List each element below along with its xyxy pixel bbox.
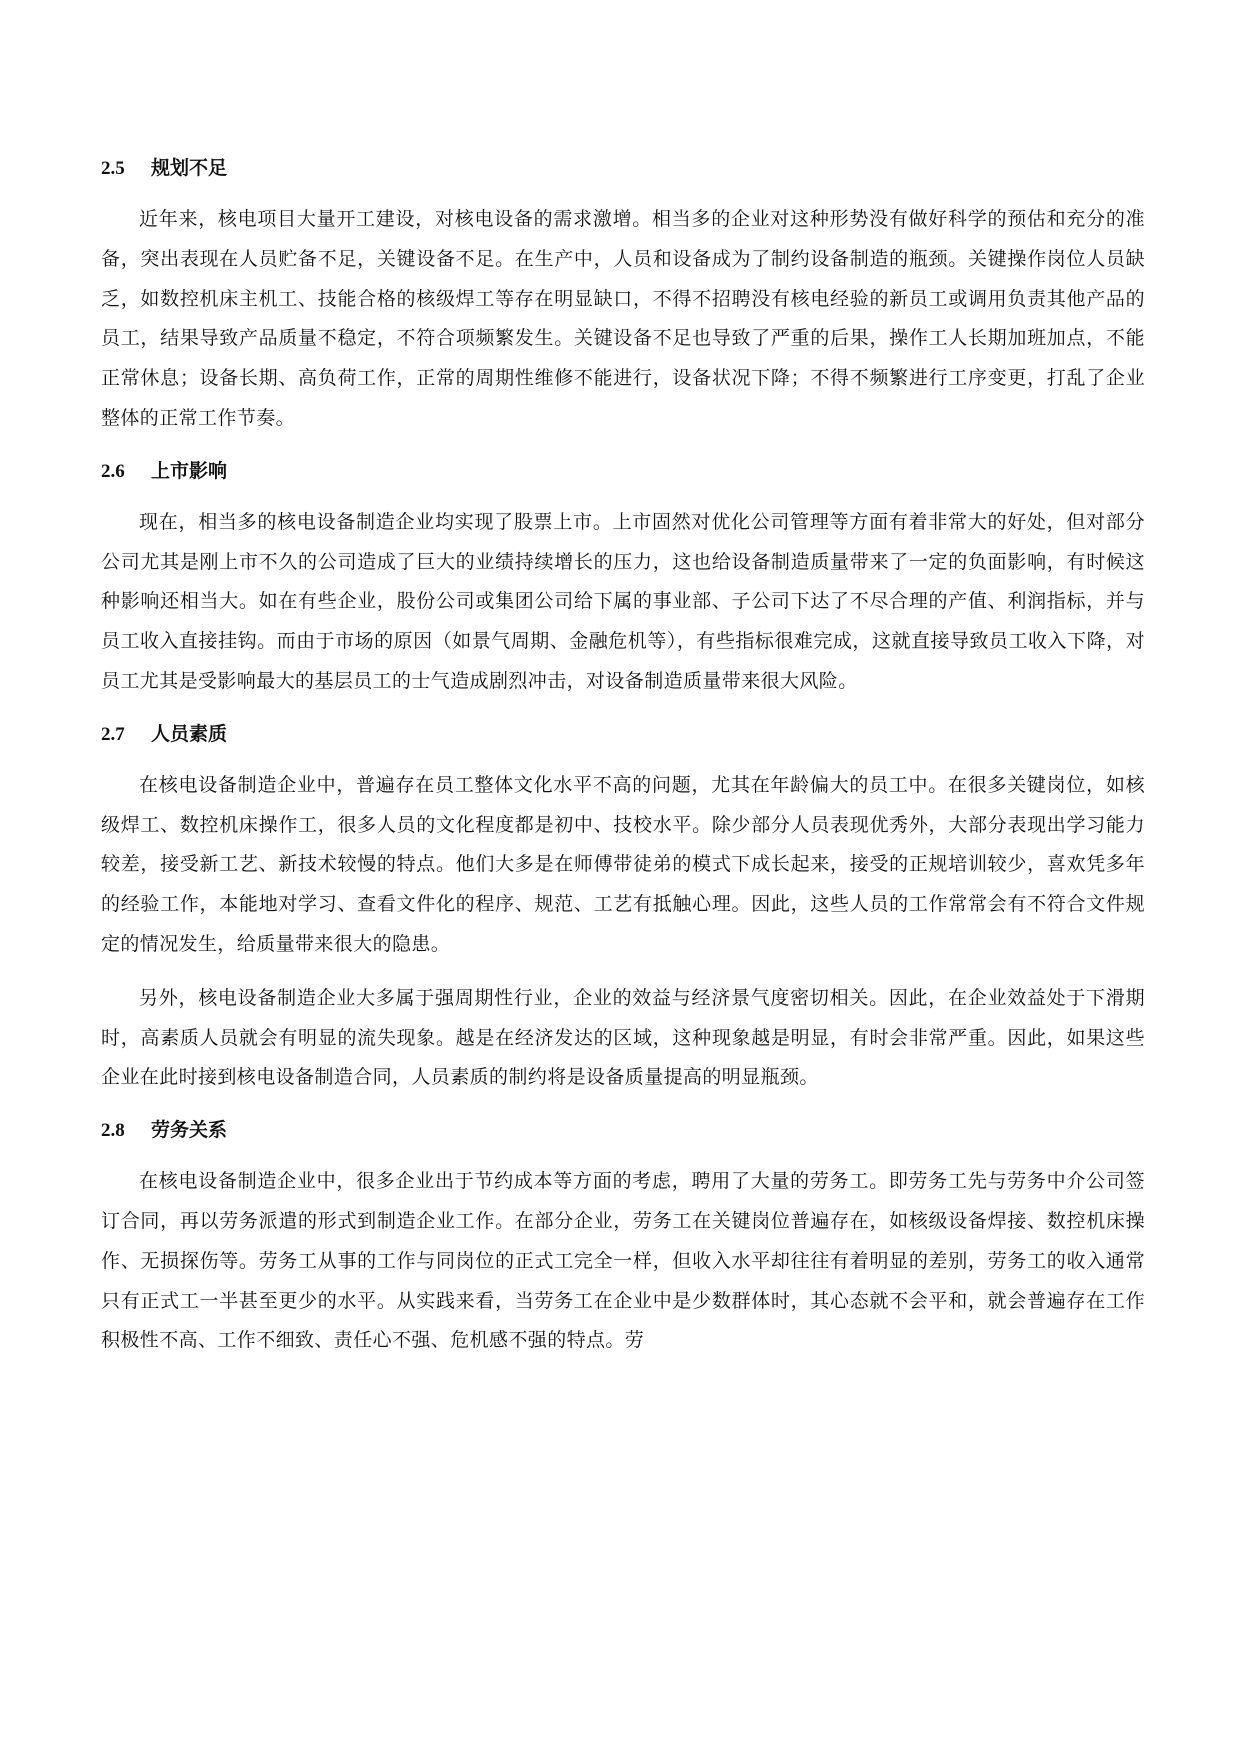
section-heading <box>101 716 1145 752</box>
section-title: 上市影响 <box>151 459 228 482</box>
section-heading <box>101 1112 1145 1148</box>
section-title: 规划不足 <box>151 157 228 179</box>
section-number: 2.7 <box>101 723 125 745</box>
paragraph: 在核电设备制造企业中，普遍存在员工整体文化水平不高的问题，尤其在年龄偏大的员工中。在很多关键岗位，如核级焊工、数控机床操作工，很多人员的文化程度都是初中、技校水平。除少部分人员表现优秀外，大部分表现出学习能力较差，接受新工艺、新技术较慢的特点。他们大多是在师傅带徒弟的模式下成长起来，接受的正规培训较少，喜欢凭多年的经验工作，本能地对学习、查看文件化的程序、规范、工艺有抵触心理。因此，这些人员的工作常常会有不符合文件规定的情况发生，给质量带来很大的隐患。 <box>101 773 1145 955</box>
section-heading <box>101 150 1145 186</box>
paragraph: 另外，核电设备制造企业大多属于强周期性行业，企业的效益与经济景气度密切相关。因此，在企业效益处于下滑期时，高素质人员就会有明显的流失现象。越是在经济发达的区域，这种现象越是明显，有时会非常严重。因此，如果这些企业在此时接到核电设备制造合同，人员素质的制约将是设备质量提高的明显瓶颈。 <box>101 986 1145 1089</box>
document-page <box>101 150 1145 1375</box>
paragraph: 在核电设备制造企业中，很多企业出于节约成本等方面的考虑，聘用了大量的劳务工。即劳务工先与劳务中介公司签订合同，再以劳务派遣的形式到制造企业工作。在部分企业，劳务工在关键岗位普遍存在，如核级设备焊接、数控机床操作、无损探伤等。劳务工从事的工作与同岗位的正式工完全一样，但收入水平却往往有着明显的差别，劳务工的收入通常只有正式工一半甚至更少的水平。从实践来看，当劳务工在企业中是少数群体时，其心态就不会平和，就会普遍存在工作积极性不高、工作不细致、责任心不强、危机感不强的特点。劳 <box>101 1170 1145 1352</box>
section-number: 2.5 <box>101 158 125 179</box>
section-number: 2.8 <box>101 1120 125 1142</box>
section-title: 人员素质 <box>151 722 228 745</box>
paragraph: 现在，相当多的核电设备制造企业均实现了股票上市。上市固然对优化公司管理等方面有着非常大的好处，但对部分公司尤其是刚上市不久的公司造成了巨大的业绩持续增长的压力，这也给设备制造质量带来了一定的负面影响，有时候这种影响还相当大。如在有些企业，股份公司或集团公司给下属的事业部、子公司下达了不尽合理的产值、利润指标，并与员工收入直接挂钩。而由于市场的原因（如景气周期、金融危机等），有些指标很难完成，这就直接导致员工收入下降，对员工尤其是受影响最大的基层员工的士气造成剧烈冲击，对设备制造质量带来很大风险。 <box>101 510 1145 692</box>
paragraph: 近年来，核电项目大量开工建设，对核电设备的需求激增。相当多的企业对这种形势没有做好科学的预估和充分的准备，突出表现在人员贮备不足，关键设备不足。在生产中，人员和设备成为了制约设备制造的瓶颈。关键操作岗位人员缺乏，如数控机床主机工、技能合格的核级焊工等存在明显缺口，不得不招聘没有核电经验的新员工或调用负责其他产品的员工，结果导致产品质量不稳定，不符合项频繁发生。关键设备不足也导致了严重的后果，操作工人长期加班加点，不能正常休息；设备长期、高负荷工作，正常的周期性维修不能进行，设备状况下降；不得不频繁进行工序变更，打乱了企业整体的正常工作节奏。 <box>101 208 1145 429</box>
section-labor-relations <box>101 1112 1145 1361</box>
section-personnel-quality <box>101 716 1145 1098</box>
section-planning <box>101 150 1145 439</box>
section-title: 劳务关系 <box>151 1119 228 1142</box>
section-heading <box>101 453 1145 489</box>
section-number: 2.6 <box>101 460 125 482</box>
section-listing-impact <box>101 453 1145 702</box>
